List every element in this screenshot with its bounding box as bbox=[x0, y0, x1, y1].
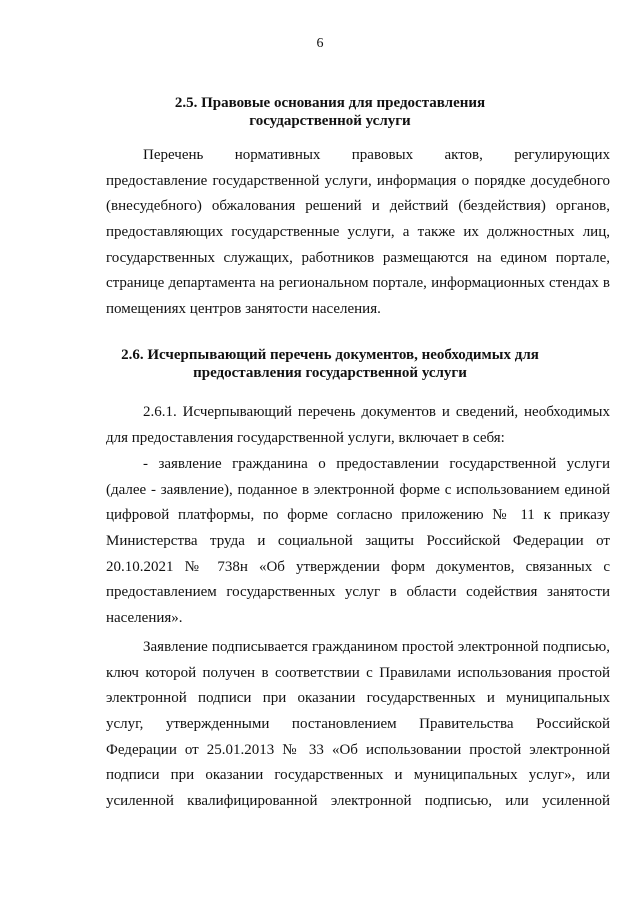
paragraph-line: 2.6.1. Исчерпывающий перечень документов и сведений, необходимых bbox=[143, 404, 610, 420]
paragraph-line: электронной подписи при оказании государственных и муниципальных bbox=[106, 690, 610, 707]
paragraph-line: (внесудебного) обжалования решений и действий (бездействия) органов, bbox=[106, 198, 610, 215]
section-2-6-heading-line-2: предоставления государственной услуги bbox=[193, 365, 467, 381]
paragraph-line: Заявление подписывается гражданином простой электронной подписью, bbox=[143, 639, 610, 655]
paragraph-line: государственных служащих, работников размещаются на едином портале, bbox=[106, 249, 610, 266]
paragraph-line: - заявление гражданина о предоставлении государственной услуги bbox=[143, 456, 610, 472]
paragraph-line: услуг, утвержденными постановлением Правительства Российской bbox=[106, 716, 610, 733]
paragraph-line: Министерства труда и социальной защиты Российской Федерации от bbox=[106, 533, 610, 550]
paragraph-line: для предоставления государственной услуги, включает в себя: bbox=[106, 429, 505, 446]
paragraph-line: Перечень нормативных правовых актов, регулирующих bbox=[143, 147, 610, 163]
section-2-6-1-paragraph bbox=[106, 400, 610, 451]
section-2-5-paragraph bbox=[106, 143, 610, 323]
section-2-6-heading-line-1: 2.6. Исчерпывающий перечень документов, необходимых для bbox=[121, 347, 539, 363]
section-2-5-heading bbox=[95, 94, 565, 130]
paragraph-line: странице департамента на региональном портале, информационных стендах в bbox=[106, 275, 610, 292]
paragraph-line: помещениях центров занятости населения. bbox=[106, 301, 381, 318]
page-number: 6 bbox=[316, 36, 324, 51]
section-2-5-heading-line-2: государственной услуги bbox=[249, 113, 411, 129]
section-2-6-heading bbox=[95, 346, 565, 382]
application-list-item bbox=[106, 452, 610, 632]
section-2-5-heading-line-1: 2.5. Правовые основания для предоставления bbox=[174, 95, 486, 111]
paragraph-line: предоставление государственной услуги, информация о порядке досудебного bbox=[106, 172, 610, 189]
paragraph-line: цифровой платформы, по форме согласно приложению № 11 к приказу bbox=[106, 507, 610, 524]
paragraph-line: предоставлением государственных услуг в области содействия занятости bbox=[106, 584, 610, 601]
paragraph-line: подписи при оказании государственных и муниципальных услуг», или bbox=[106, 767, 610, 784]
paragraph-line: (далее - заявление), поданное в электронной форме с использованием единой bbox=[106, 481, 610, 498]
paragraph-line: 20.10.2021 № 738н «Об утверждении форм документов, связанных с bbox=[106, 558, 610, 575]
paragraph-line: усиленной квалифицированной электронной подписью, или усиленной bbox=[106, 793, 610, 810]
paragraph-line: Федерации от 25.01.2013 № 33 «Об использовании простой электронной bbox=[106, 741, 610, 758]
paragraph-line: населения». bbox=[106, 610, 183, 627]
paragraph-line: ключ которой получен в соответствии с Правилами использования простой bbox=[106, 664, 610, 681]
signature-paragraph bbox=[106, 635, 610, 815]
paragraph-line: предоставляющих государственные услуги, а также их должностных лиц, bbox=[106, 224, 610, 241]
